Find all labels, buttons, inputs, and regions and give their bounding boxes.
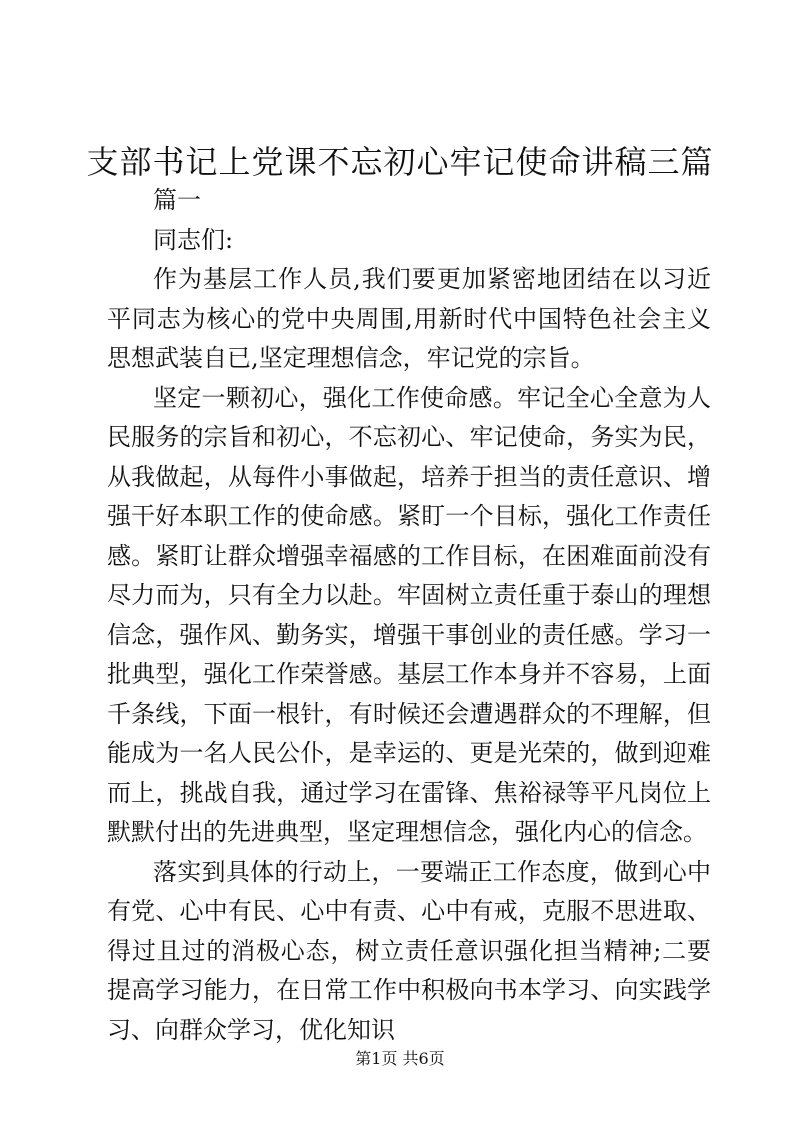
body-paragraph-2: 坚定一颗初心，强化工作使命感。牢记全心全意为人民服务的宗旨和初心，不忘初心、牢记使命，务实为民，从我做起，从每件小事做起，培养于担当的责任意识、增强干好本职工作的使命感。紧盯一个目标，强化工作责任感。紧盯让群众增强幸福感的工作目标，在困难面前没有尽力而为，只有全力以赴。牢固树立责任重于泰山的理想信念，强作风、勤务实，增强干事创业的责任感。学习一批典型，强化工作荣誉感。基层工作本身并不容易，上面千条线，下面一根针，有时候还会遭遇群众的不理解，但能成为一名人民公仆，是幸运的、更是光荣的，做到迎难而上，挑战自我，通过学习在雷锋、焦裕禄等平凡岗位上默默付出的先进典型，坚定理想信念，强化内心的信念。: [107, 383, 711, 846]
document-body: [107, 181, 711, 1050]
page-number: 第1页 共6页: [355, 1049, 445, 1068]
body-paragraph-1: 作为基层工作人员,我们要更加紧密地团结在以习近平同志为核心的党中央周围,用新时代中国特色社会主义思想武装自已,坚定理想信念，牢记党的宗旨。: [107, 265, 711, 372]
body-paragraph-3: 落实到具体的行动上，一要端正工作态度，做到心中有党、心中有民、心中有责、心中有戒，克服不思进取、得过且过的消极心态，树立责任意识强化担当精神;二要提高学习能力，在日常工作中积极向书本学习、向实践学习、向群众学习，优化知识: [107, 857, 711, 1044]
salutation: 同志们:: [153, 225, 234, 254]
document-title: 支部书记上党课不忘初心牢记使命讲稿三篇: [86, 143, 714, 181]
section-heading: 篇一: [153, 186, 201, 214]
page-footer: [0, 1048, 800, 1070]
